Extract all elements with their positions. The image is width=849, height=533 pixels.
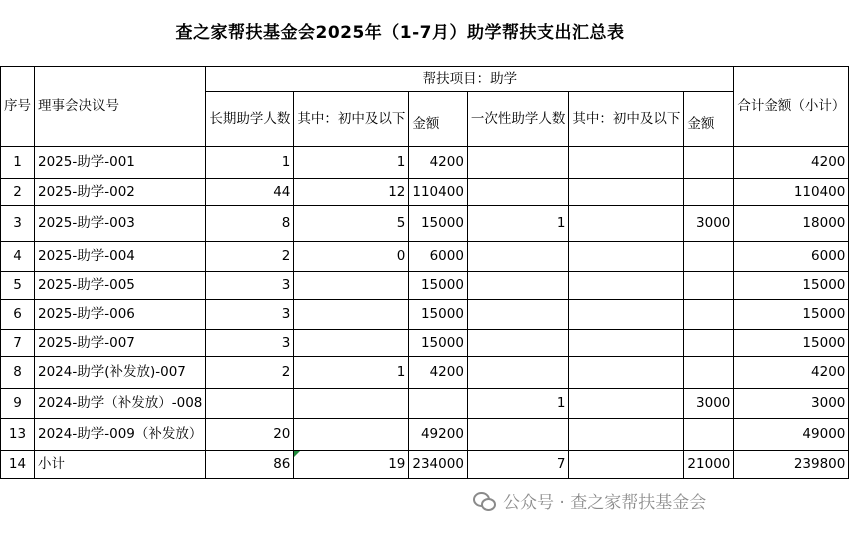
sheet-title: 查之家帮扶基金会2025年（1-7月）助学帮扶支出汇总表: [175, 23, 625, 43]
cell-once-count[interactable]: 7: [467, 451, 569, 479]
cell-once-amount[interactable]: [684, 272, 734, 300]
table-row: [1, 242, 849, 272]
cell-once-amount[interactable]: [684, 147, 734, 179]
cell-seq[interactable]: 14: [1, 451, 35, 479]
header-total[interactable]: 合计金额（小计）: [734, 67, 849, 147]
cell-seq[interactable]: 9: [1, 389, 35, 419]
cell-once-amount[interactable]: [684, 330, 734, 357]
table-row: [1, 272, 849, 300]
header-once-count[interactable]: 一次性助学人数: [467, 92, 569, 147]
cell-resolution[interactable]: 2025-助学-002: [35, 179, 206, 206]
cell-long-amount[interactable]: 15000: [409, 300, 468, 330]
cell-total[interactable]: 15000: [734, 272, 849, 300]
cell-long-count[interactable]: 86: [206, 451, 294, 479]
cell-once-count[interactable]: [467, 179, 569, 206]
cell-once-amount[interactable]: [684, 419, 734, 451]
cell-resolution[interactable]: 2024-助学(补发放)-007: [35, 357, 206, 389]
cell-once-junior[interactable]: [569, 419, 684, 451]
cell-long-junior[interactable]: [294, 389, 409, 419]
cell-once-count[interactable]: 1: [467, 206, 569, 242]
cell-once-junior[interactable]: [569, 357, 684, 389]
cell-total[interactable]: 239800: [734, 451, 849, 479]
cell-once-junior[interactable]: [569, 147, 684, 179]
cell-long-count[interactable]: 2: [206, 242, 294, 272]
cell-seq[interactable]: 6: [1, 300, 35, 330]
cell-long-amount[interactable]: 234000: [409, 451, 468, 479]
chat-bubbles-icon: [473, 492, 495, 510]
header-long-junior[interactable]: 其中：初中及以下: [294, 92, 409, 147]
cell-long-amount[interactable]: 15000: [409, 206, 468, 242]
cell-long-amount[interactable]: 4200: [409, 147, 468, 179]
cell-resolution[interactable]: 2025-助学-006: [35, 300, 206, 330]
cell-long-junior[interactable]: [294, 272, 409, 300]
cell-total[interactable]: 110400: [734, 179, 849, 206]
cell-long-junior[interactable]: 0: [294, 242, 409, 272]
summary-table: [0, 66, 849, 479]
cell-long-junior[interactable]: [294, 300, 409, 330]
cell-once-count[interactable]: [467, 300, 569, 330]
watermark: [473, 488, 706, 513]
cell-total[interactable]: 3000: [734, 389, 849, 419]
cell-long-count[interactable]: 3: [206, 330, 294, 357]
cell-long-amount[interactable]: 49200: [409, 419, 468, 451]
cell-seq[interactable]: 5: [1, 272, 35, 300]
cell-once-amount[interactable]: [684, 242, 734, 272]
header-group[interactable]: 帮扶项目：助学: [206, 67, 734, 92]
cell-once-amount[interactable]: 21000: [684, 451, 734, 479]
table-row: [1, 357, 849, 389]
cell-long-junior[interactable]: [294, 419, 409, 451]
header-once-amount[interactable]: 金额: [684, 92, 734, 147]
cell-long-junior[interactable]: 1: [294, 147, 409, 179]
cell-once-count[interactable]: 1: [467, 389, 569, 419]
cell-long-count[interactable]: 3: [206, 272, 294, 300]
cell-once-junior[interactable]: [569, 206, 684, 242]
cell-seq[interactable]: 2: [1, 179, 35, 206]
cell-once-count[interactable]: [467, 147, 569, 179]
cell-resolution[interactable]: 2025-助学-005: [35, 272, 206, 300]
cell-total[interactable]: 15000: [734, 330, 849, 357]
cell-once-junior[interactable]: [569, 242, 684, 272]
cell-long-junior[interactable]: [294, 330, 409, 357]
cell-total[interactable]: 49000: [734, 419, 849, 451]
cell-long-amount[interactable]: 4200: [409, 357, 468, 389]
table-row: [1, 451, 849, 479]
cell-seq[interactable]: 13: [1, 419, 35, 451]
cell-total[interactable]: 6000: [734, 242, 849, 272]
cell-once-amount[interactable]: 3000: [684, 206, 734, 242]
cell-once-count[interactable]: [467, 330, 569, 357]
cell-long-junior[interactable]: 1: [294, 357, 409, 389]
error-indicator-icon: [294, 451, 300, 457]
cell-seq[interactable]: 1: [1, 147, 35, 179]
cell-total[interactable]: 15000: [734, 300, 849, 330]
cell-long-count[interactable]: [206, 389, 294, 419]
cell-seq[interactable]: 4: [1, 242, 35, 272]
cell-seq[interactable]: 7: [1, 330, 35, 357]
cell-once-count[interactable]: [467, 242, 569, 272]
cell-once-junior[interactable]: [569, 389, 684, 419]
cell-long-amount[interactable]: 15000: [409, 330, 468, 357]
cell-once-amount[interactable]: [684, 357, 734, 389]
cell-seq[interactable]: 3: [1, 206, 35, 242]
cell-resolution[interactable]: 小计: [35, 451, 206, 479]
cell-resolution[interactable]: 2024-助学（补发放）-008: [35, 389, 206, 419]
cell-once-count[interactable]: [467, 272, 569, 300]
cell-once-count[interactable]: [467, 419, 569, 451]
cell-total[interactable]: 4200: [734, 147, 849, 179]
cell-once-count[interactable]: [467, 357, 569, 389]
table-row: [1, 330, 849, 357]
cell-long-count[interactable]: 20: [206, 419, 294, 451]
cell-resolution[interactable]: 2025-助学-001: [35, 147, 206, 179]
cell-once-junior[interactable]: [569, 272, 684, 300]
cell-total[interactable]: 18000: [734, 206, 849, 242]
header-long-amount[interactable]: 金额: [409, 92, 468, 147]
cell-long-amount[interactable]: 15000: [409, 272, 468, 300]
table-row: [1, 419, 849, 451]
cell-total[interactable]: 4200: [734, 357, 849, 389]
cell-long-amount[interactable]: 6000: [409, 242, 468, 272]
cell-once-junior[interactable]: [569, 451, 684, 479]
cell-long-junior[interactable]: 5: [294, 206, 409, 242]
cell-once-amount[interactable]: [684, 179, 734, 206]
cell-resolution[interactable]: 2025-助学-003: [35, 206, 206, 242]
cell-long-count[interactable]: 8: [206, 206, 294, 242]
cell-once-amount[interactable]: 3000: [684, 389, 734, 419]
table-row: [1, 179, 849, 206]
cell-long-count[interactable]: 1: [206, 147, 294, 179]
table-row: [1, 206, 849, 242]
cell-long-count[interactable]: 44: [206, 179, 294, 206]
cell-resolution[interactable]: 2024-助学-009（补发放）: [35, 419, 206, 451]
cell-long-junior[interactable]: 12: [294, 179, 409, 206]
cell-once-junior[interactable]: [569, 330, 684, 357]
cell-seq[interactable]: 8: [1, 357, 35, 389]
table-row: [1, 300, 849, 330]
table-row: [1, 147, 849, 179]
cell-long-amount[interactable]: 110400: [409, 179, 468, 206]
cell-long-junior[interactable]: 19: [294, 451, 409, 479]
cell-resolution[interactable]: 2025-助学-007: [35, 330, 206, 357]
cell-long-count[interactable]: 2: [206, 357, 294, 389]
header-resolution[interactable]: 理事会决议号: [35, 67, 206, 147]
cell-once-junior[interactable]: [569, 179, 684, 206]
watermark-text: 公众号 · 查之家帮扶基金会: [503, 493, 707, 513]
cell-once-amount[interactable]: [684, 300, 734, 330]
table-row: [1, 389, 849, 419]
header-seq[interactable]: 序号: [1, 67, 35, 147]
cell-resolution[interactable]: 2025-助学-004: [35, 242, 206, 272]
cell-long-amount[interactable]: [409, 389, 468, 419]
header-long-count[interactable]: 长期助学人数: [206, 92, 294, 147]
cell-long-count[interactable]: 3: [206, 300, 294, 330]
header-once-junior[interactable]: 其中：初中及以下: [569, 92, 684, 147]
cell-once-junior[interactable]: [569, 300, 684, 330]
